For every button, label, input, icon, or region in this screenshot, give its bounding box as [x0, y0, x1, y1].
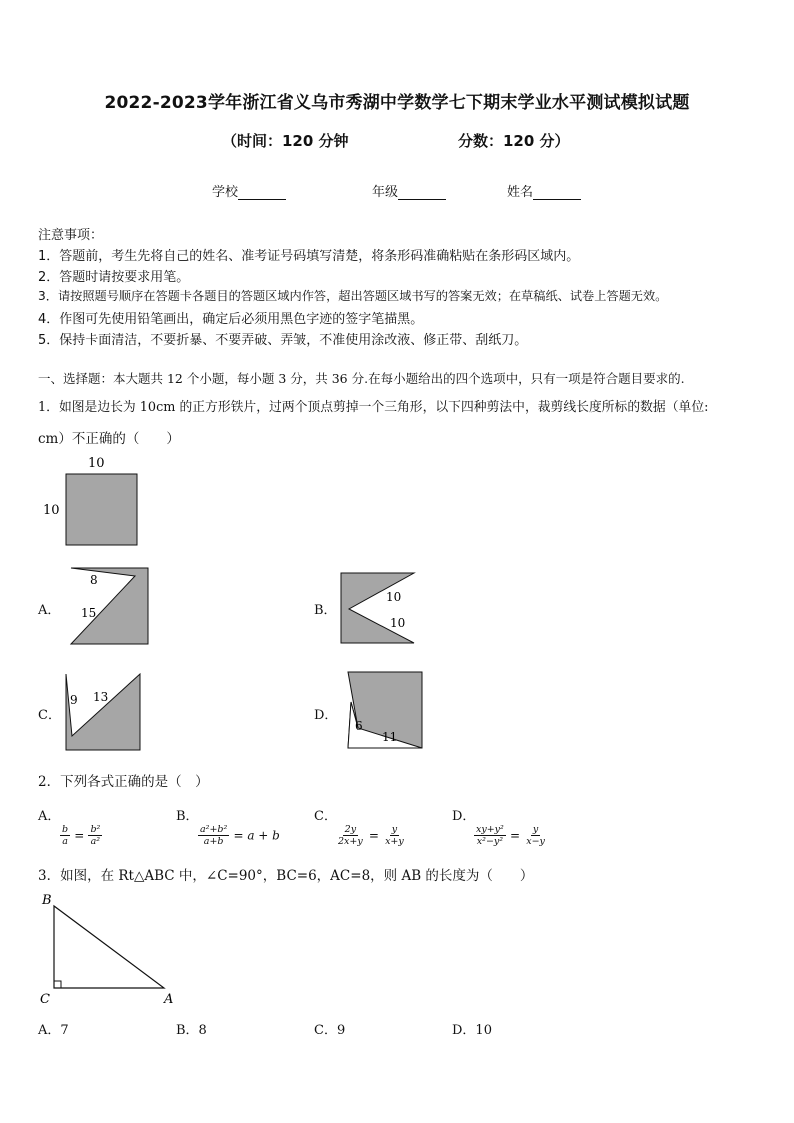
note-item: 5．保持卡面清洁，不要折暴、不要弄破、弄皱，不准使用涂改液、修正带、刮纸刀。	[38, 333, 528, 348]
q1-option-a-label: A．	[38, 603, 61, 618]
q1-option-c-figure	[60, 668, 150, 754]
exam-time: （时间：120 分钟	[222, 132, 349, 150]
q2-option-d: D． $\frac{\text{xy+y²}}{\text{x²−y²}}$ = $\frac{y}{x-y}$	[452, 809, 545, 847]
option-a-label-15: 15	[81, 606, 97, 620]
q1-option-c-label: C．	[38, 708, 61, 723]
q2-option-a: A． $\frac{b}{a}$ = $\frac{\text{b²}}{\text{a²}}$	[38, 809, 101, 847]
q2-option-b: B． $\frac{\text{a²+b²}}{a+b}$ = a + b	[176, 809, 280, 847]
q3-option-a: A．7	[38, 1023, 69, 1038]
school-field: 学校	[212, 181, 286, 200]
name-field: 姓名	[507, 181, 581, 200]
q3-stem: 3．如图，在 Rt△ABC 中，∠C=90°，BC=6，AC=8，则 AB 的长度为（ ）	[38, 868, 534, 884]
q3-option-b: B．8	[176, 1023, 207, 1038]
note-item: 2．答题时请按要求用笔。	[38, 270, 190, 285]
option-d-label-6: 6	[355, 719, 363, 733]
section-heading: 一、选择题：本大题共 12 个小题，每小题 3 分，共 36 分.在每小题给出的四个选项中，只有一项是符合题目要求的.	[38, 371, 685, 386]
q1-option-d-figure	[342, 668, 428, 754]
q1-square-figure	[40, 452, 150, 552]
option-c-label-9: 9	[70, 693, 78, 707]
note-item: 4．作图可先使用铅笔画出，确定后必须用黑色字迹的签字笔描黑。	[38, 312, 424, 327]
option-c-label-13: 13	[93, 690, 109, 704]
q2-option-c: C． $\frac{2y}{2x+y}$ = $\frac{y}{x+y}$	[314, 809, 404, 847]
q2-stem: 2．下列各式正确的是（ ）	[38, 774, 209, 790]
q1-option-a-figure	[66, 562, 156, 648]
q1-option-d-label: D．	[314, 708, 338, 723]
page-title: 2022-2023学年浙江省义乌市秀湖中学数学七下期末学业水平测试模拟试题	[104, 93, 690, 113]
square-left-label: 10	[43, 503, 60, 518]
option-d-label-11: 11	[382, 730, 398, 744]
notes-heading: 注意事项：	[38, 228, 104, 243]
q1-stem-line1: 1．如图是边长为 10cm 的正方形铁片，过两个顶点剪掉一个三角形，以下四种剪法中，裁剪线长度所标的数据（单位:	[38, 400, 709, 415]
option-b-label-top: 10	[386, 590, 402, 604]
vertex-c: C	[40, 992, 50, 1007]
q3-triangle-figure	[36, 888, 186, 1008]
option-a-label-8: 8	[90, 573, 98, 587]
note-item: 1．答题前，考生先将自己的姓名、准考证号码填写清楚，将条形码准确粘贴在条形码区域内。	[38, 249, 580, 264]
q3-option-d: D．10	[452, 1023, 492, 1038]
q3-option-c: C．9	[314, 1023, 346, 1038]
q1-stem-line2: cm）不正确的（ ）	[38, 431, 180, 447]
exam-score: 分数：120 分）	[458, 132, 570, 150]
vertex-a: A	[164, 992, 174, 1007]
q1-option-b-label: B．	[314, 603, 337, 618]
square-top-label: 10	[88, 456, 105, 471]
vertex-b: B	[42, 893, 52, 908]
note-item: 3．请按照题号顺序在答题卡各题目的答题区域内作答，超出答题区域书写的答案无效；在草稿纸、试卷上答题无效。	[38, 289, 668, 303]
option-b-label-bottom: 10	[390, 616, 406, 630]
grade-field: 年级	[372, 181, 446, 200]
q1-option-b-figure	[336, 568, 418, 648]
